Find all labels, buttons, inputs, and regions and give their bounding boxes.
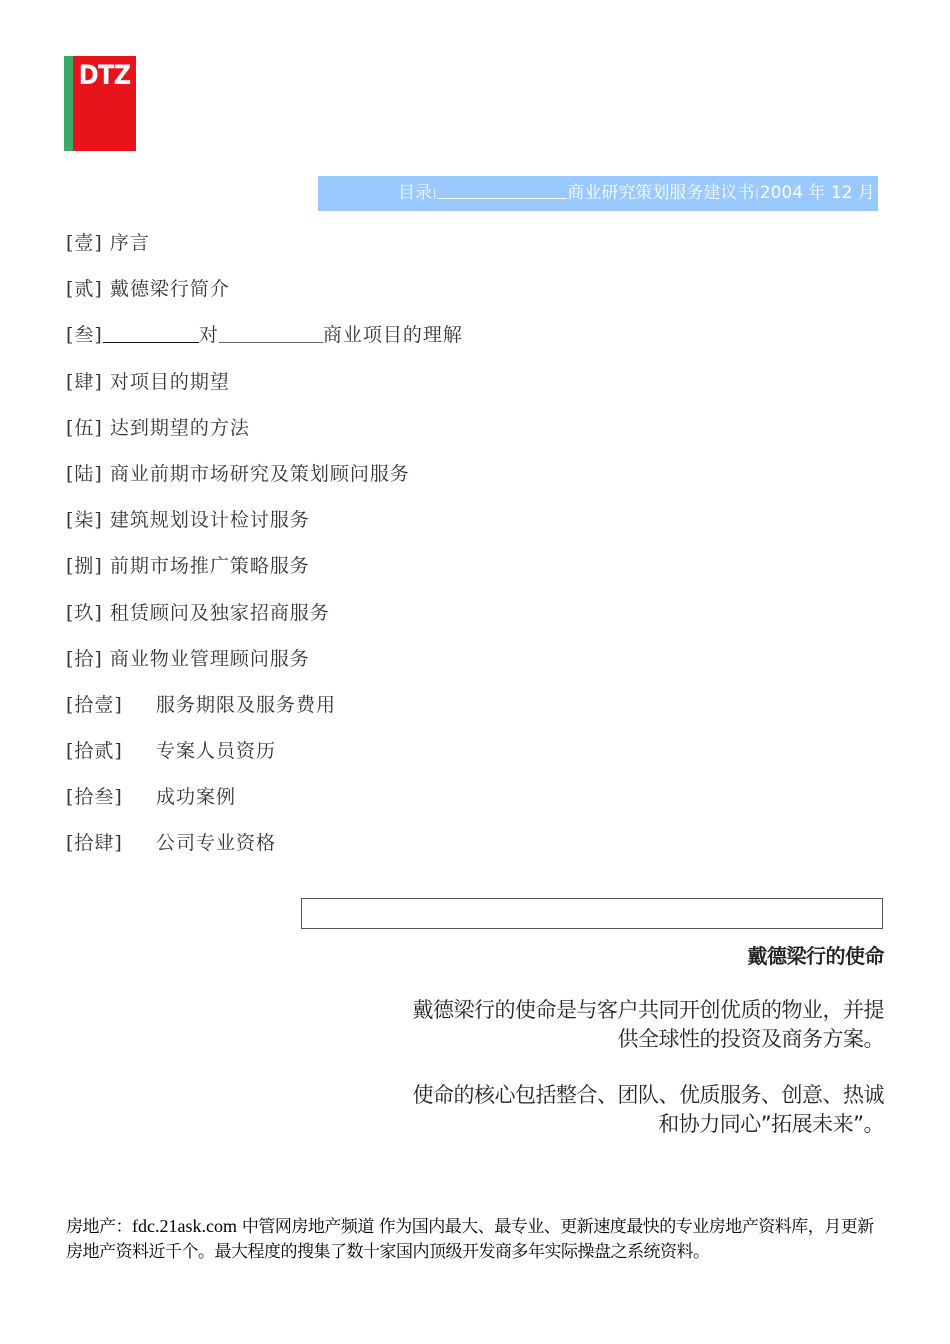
toc-number: [柒] [66,509,103,532]
toc-item [66,503,463,549]
toc-title: 达到期望的方法 [109,416,250,439]
dtz-logo [64,56,136,151]
mission-paragraph-2 [324,1081,884,1139]
header-separator-2: | [755,188,759,199]
toc-number: [叁] [66,324,103,347]
toc-item [66,780,463,826]
mission-title: 戴德梁行的使命 [747,944,884,968]
toc-item [66,272,463,318]
toc-number: [玖] [66,601,103,624]
mission-p1-line1: 戴德梁行的使命是与客户共同开创优质的物业，并提 [412,998,884,1022]
mission-paragraph-1 [324,996,884,1054]
toc-item [66,411,463,457]
blank-line [103,318,199,343]
toc-title: 公司专业资格 [156,832,277,855]
toc-item [66,226,463,272]
toc-item [66,826,463,872]
toc-title: 建筑规划设计检讨服务 [109,509,310,532]
toc-number: [贰] [66,278,103,301]
toc-item [66,549,463,595]
toc-title: 戴德梁行简介 [109,278,230,301]
toc-title: 成功案例 [156,786,237,809]
toc-number: [捌] [66,555,103,578]
toc-number: [肆] [66,370,103,393]
toc-title: 商业前期市场研究及策划顾问服务 [109,462,410,485]
toc-item [66,457,463,503]
toc-title-mid: 对 [198,324,219,347]
header-date: 2004 年 12 月 [759,183,875,203]
table-of-contents [66,226,463,873]
mission-p2-line1: 使命的核心包括整合、团队、优质服务、创意、热诚 [412,1083,884,1107]
toc-number: [拾壹] [66,693,123,716]
blank-line [219,318,323,343]
header-blank-line [437,176,567,199]
logo-text: DTZ [78,60,131,91]
toc-title: 专案人员资历 [156,740,277,763]
toc-title: 商业项目的理解 [322,324,463,347]
toc-item [66,642,463,688]
toc-title: 商业物业管理顾问服务 [109,647,310,670]
toc-item [66,596,463,642]
toc-title: 对项目的期望 [109,370,230,393]
document-header-bar [318,176,878,211]
toc-item [66,318,463,364]
toc-title: 前期市场推广策略服务 [109,555,310,578]
footer-text: 中管网房地产频道 作为国内最大、最专业、更新速度最快的专业房地产资料库，月更新房地产资料近千个。最大程度的搜集了数十家国内顶级开发商多年实际操盘之系统资料。 [66,1217,874,1262]
header-label: 目录 [398,183,432,203]
toc-number: [拾] [66,647,103,670]
mission-p2-line2: 和协力同心”拓展未来”。 [658,1112,884,1136]
header-separator: | [433,188,437,199]
toc-item [66,688,463,734]
toc-number: [拾贰] [66,740,123,763]
toc-number: [拾肆] [66,832,123,855]
footer-note [66,1214,886,1265]
footer-site-link[interactable]: fdc.21ask.com [132,1216,237,1236]
toc-number: [拾叁] [66,786,123,809]
toc-number: [壹] [66,232,103,254]
header-title: 商业研究策划服务建议书 [567,183,755,203]
toc-number: [伍] [66,416,103,439]
toc-title: 租赁顾问及独家招商服务 [109,601,330,624]
toc-item [66,734,463,780]
toc-title: 服务期限及服务费用 [156,693,337,716]
toc-number: [陆] [66,462,103,485]
toc-title: 序言 [109,232,150,254]
toc-item [66,365,463,411]
empty-bordered-box [301,898,883,929]
footer-prefix: 房地产： [66,1217,132,1237]
mission-p1-line2: 供全球性的投资及商务方案。 [617,1027,884,1051]
logo-green-stripe [64,56,73,151]
